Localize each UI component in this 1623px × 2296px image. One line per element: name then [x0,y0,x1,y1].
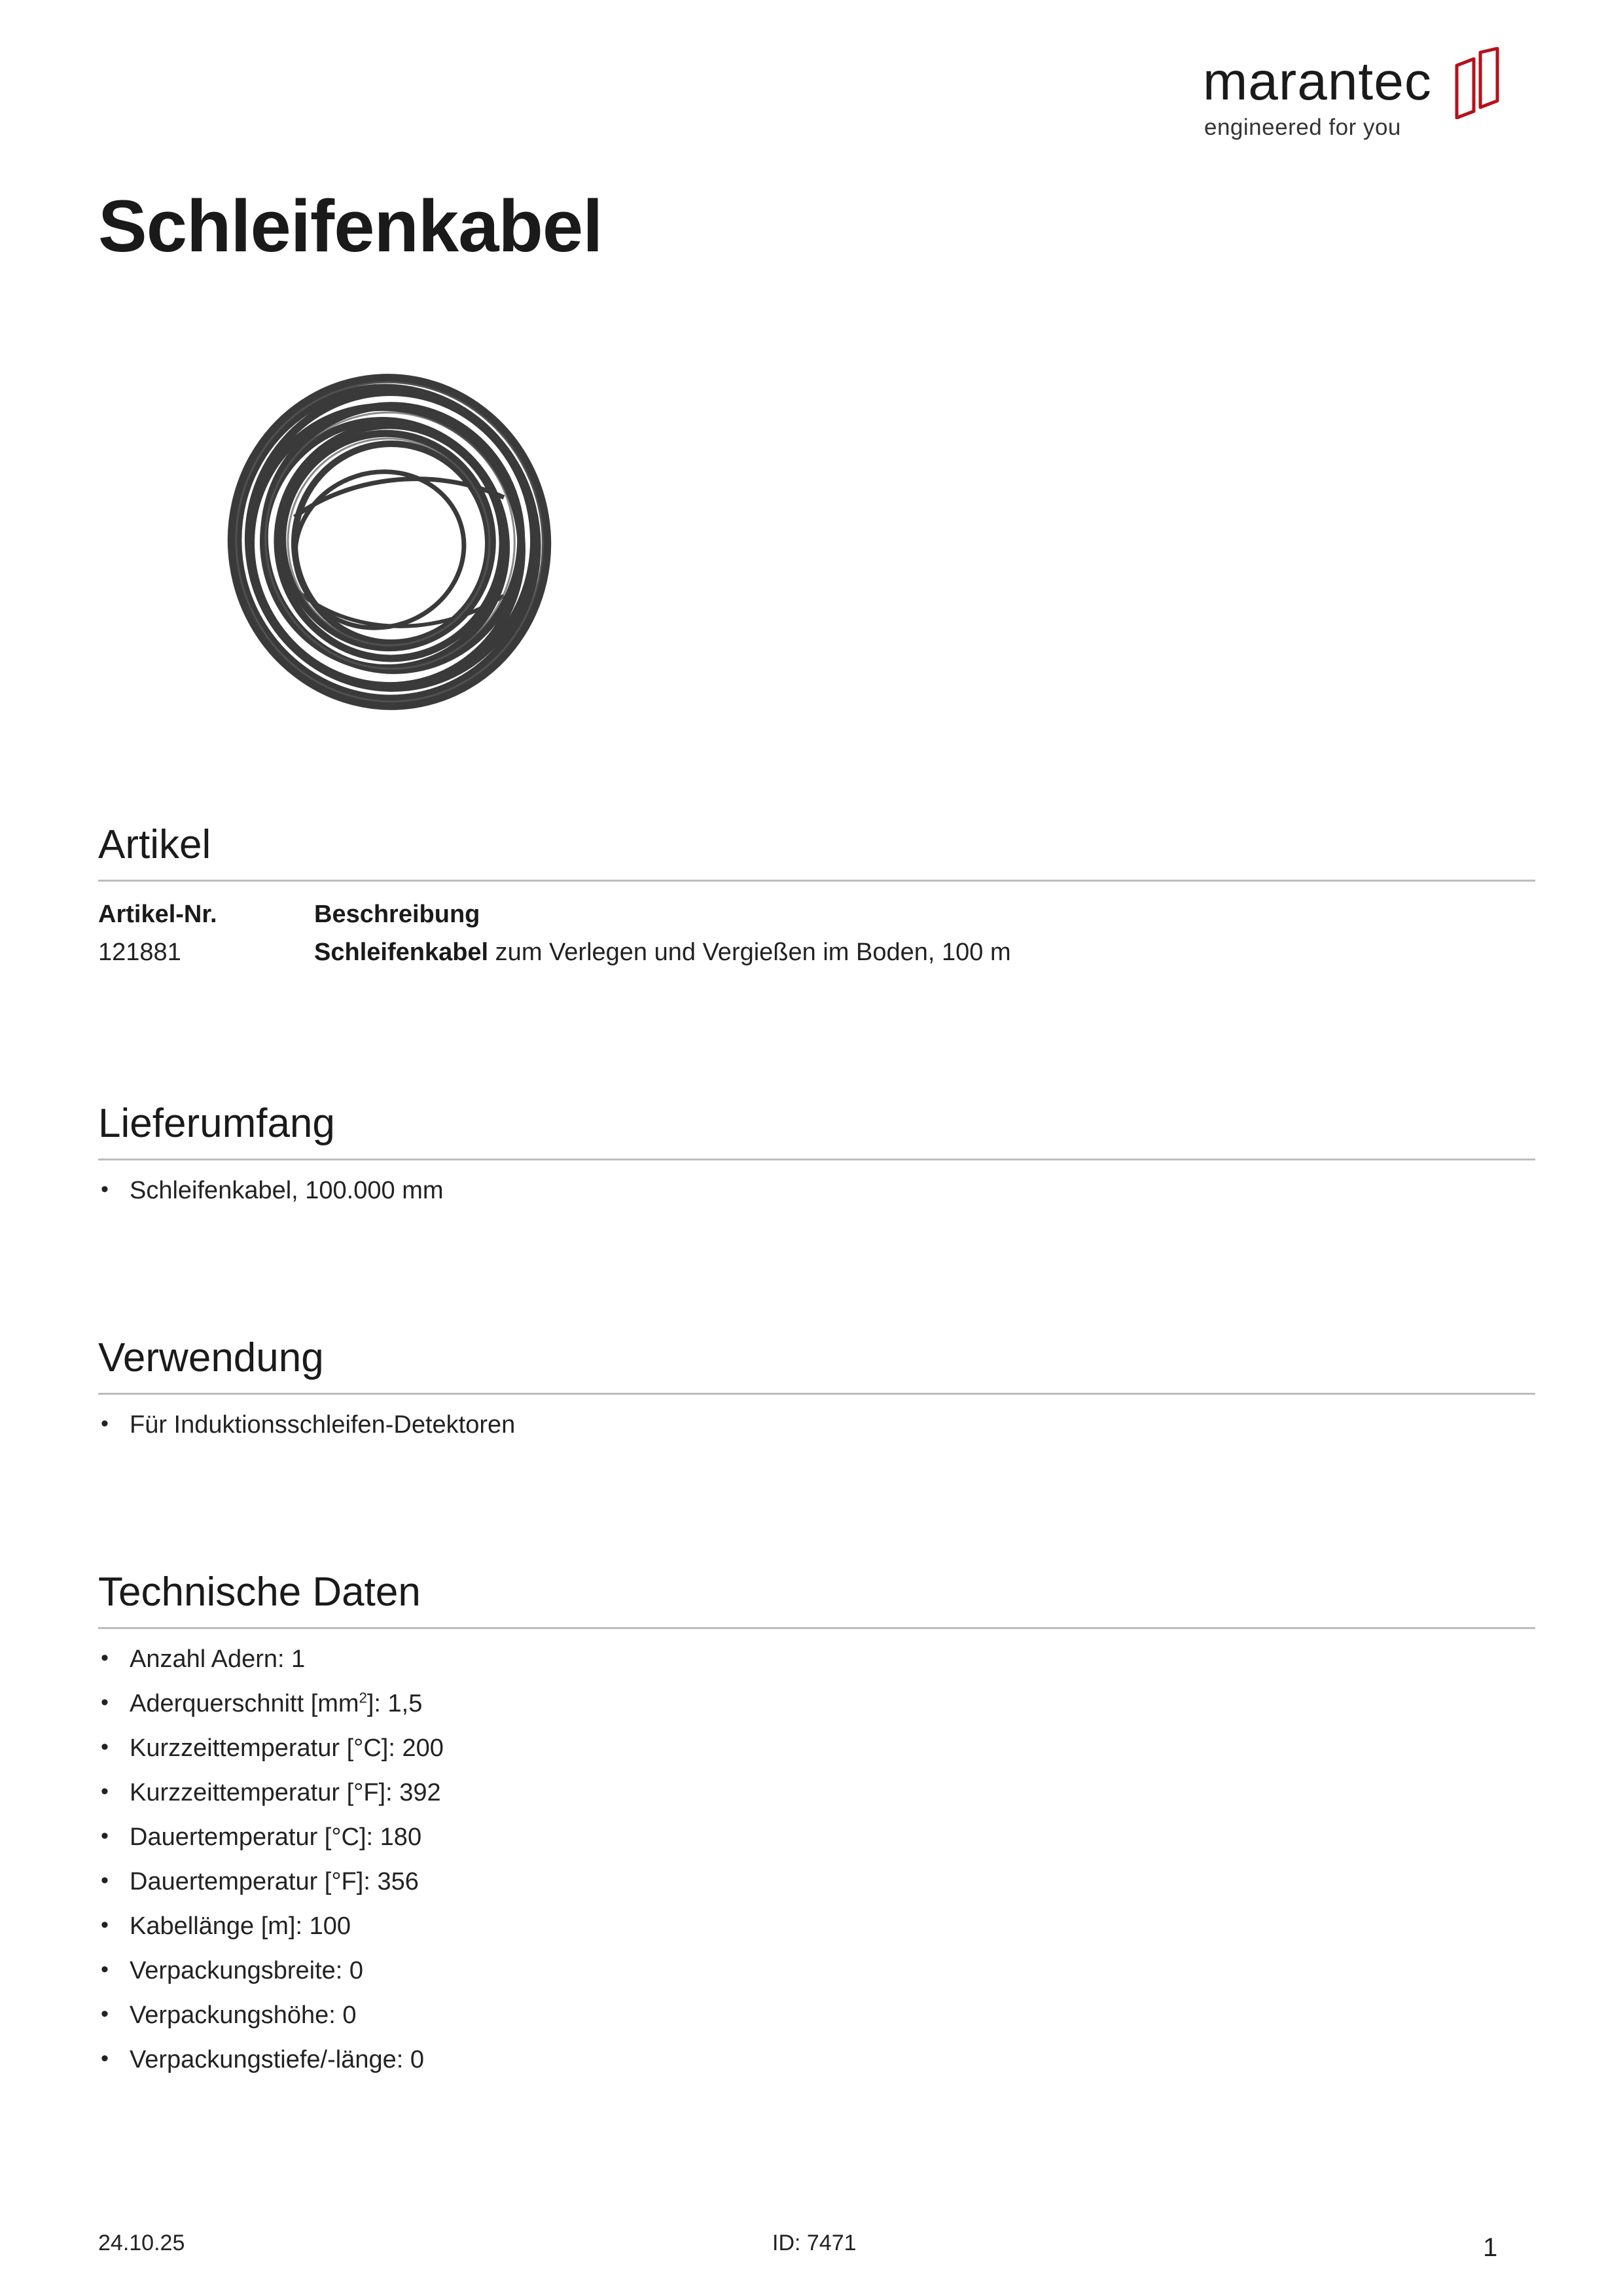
section-heading-artikel: Artikel [98,822,211,867]
footer-date: 24.10.25 [98,2231,185,2255]
brand-logo [1203,41,1504,145]
lieferumfang-list [98,1178,444,1223]
list-item [98,1691,444,1736]
technische-daten-list [98,1647,444,2092]
artikel-description-bold: Schleifenkabel [314,939,489,966]
verwendung-list [98,1412,515,1457]
footer-id: ID: 7471 [772,2231,857,2255]
spec-text: ]: 1,5 [366,1690,423,1717]
column-header-beschreibung: Beschreibung [314,901,480,928]
cable-coil-image [216,367,563,720]
superscript: 2 [359,1689,367,1706]
section-heading-technische-daten: Technische Daten [98,1570,421,1615]
list-item: • Kurzzeittemperatur [°F]: 392 [98,1780,444,1825]
list-item: • Verpackungstiefe/-länge: 0 [98,2047,444,2092]
section-heading-lieferumfang: Lieferumfang [98,1101,335,1146]
section-heading-verwendung: Verwendung [98,1335,324,1380]
list-item: • Dauertemperatur [°C]: 180 [98,1825,444,1869]
list-item: • Kabellänge [m]: 100 [98,1914,444,1958]
section-divider [98,1393,1535,1395]
brand-mark-icon [1454,47,1501,119]
list-item: • Dauertemperatur [°F]: 356 [98,1869,444,1914]
artikel-description-text: zum Verlegen und Vergießen im Boden, 100 m [488,939,1011,966]
list-item: • Für Induktionsschleifen-Detektoren [98,1412,515,1457]
artikel-nr-value: 121881 [98,939,181,966]
page-number: 1 [1483,2233,1498,2262]
brand-tagline: engineered for you [1204,115,1401,140]
artikel-description [314,940,1011,965]
section-divider [98,1627,1535,1629]
section-divider [98,1158,1535,1160]
brand-name: marantec [1203,52,1432,111]
list-item: • Verpackungshöhe: 0 [98,2003,444,2047]
section-divider [98,880,1535,882]
spec-text: Aderquerschnitt [mm [130,1690,359,1717]
list-item: • Anzahl Adern: 1 [98,1647,444,1691]
list-item: • Kurzzeittemperatur [°C]: 200 [98,1736,444,1780]
list-item: • Schleifenkabel, 100.000 mm [98,1178,444,1223]
list-item: • Verpackungsbreite: 0 [98,1958,444,2003]
column-header-artikel-nr: Artikel-Nr. [98,901,217,928]
page-title: Schleifenkabel [98,185,603,267]
